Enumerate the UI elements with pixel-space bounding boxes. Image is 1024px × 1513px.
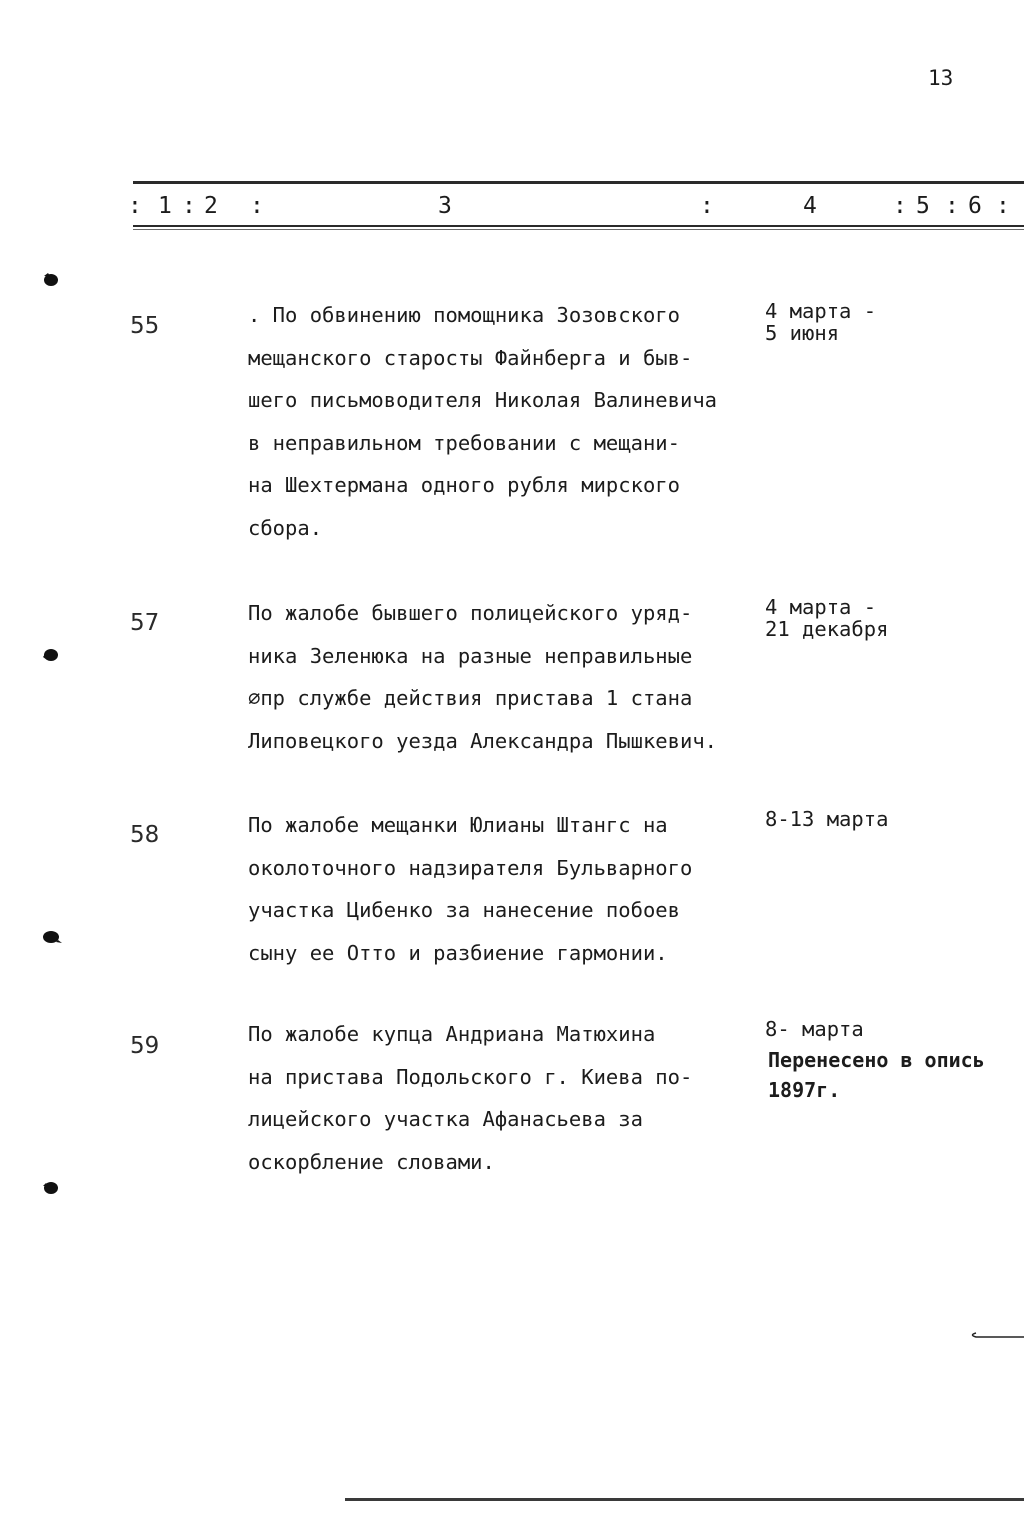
punch-hole-icon bbox=[40, 645, 62, 663]
record-description bbox=[248, 592, 748, 762]
record-description bbox=[248, 1013, 748, 1183]
record-dates bbox=[765, 808, 888, 830]
text-line: участка Цибенко за нанесение побоев bbox=[248, 898, 680, 922]
page-number: 13 bbox=[928, 66, 954, 90]
header-rule-bottom bbox=[133, 225, 1024, 227]
text-line: шего письмоводителя Николая Валиневича bbox=[248, 388, 717, 412]
note-line: 1897г. bbox=[768, 1078, 841, 1102]
text-line: оскорбление словами. bbox=[248, 1149, 495, 1174]
text-line: лицейского участка Афанасьева за bbox=[248, 1107, 643, 1131]
column-separator: : bbox=[893, 193, 907, 219]
text-line: сыну ее Отто и разбиение гармонии. bbox=[248, 940, 668, 965]
record-dates bbox=[765, 1018, 864, 1040]
bottom-rule bbox=[345, 1498, 1024, 1501]
record-dates bbox=[765, 300, 876, 344]
punch-hole-icon bbox=[40, 1178, 62, 1196]
column-separator: : bbox=[250, 193, 264, 219]
column-header-5: 5 bbox=[916, 193, 930, 219]
transfer-note bbox=[768, 1045, 985, 1105]
column-header-1: 1 bbox=[158, 193, 172, 219]
record-number: 59 bbox=[130, 1033, 160, 1059]
column-header-6: 6 bbox=[968, 193, 982, 219]
text-line: По жалобе мещанки Юлианы Штангс на bbox=[248, 813, 668, 837]
text-line: По жалобе бывшего полицейского уряд- bbox=[248, 601, 693, 625]
column-separator: : bbox=[996, 193, 1010, 219]
record-number: 58 bbox=[130, 822, 160, 848]
text-line: . По обвинению помощника Зозовского bbox=[248, 303, 680, 327]
text-line: сбора. bbox=[248, 515, 323, 540]
text-line: околоточного надзирателя Бульварного bbox=[248, 855, 693, 880]
date-line: 21 декабря bbox=[765, 617, 889, 641]
record-number: 55 bbox=[130, 313, 160, 339]
header-rule-bottom-thin bbox=[133, 229, 1024, 230]
text-line: на пристава Подольского г. Киева по- bbox=[248, 1064, 693, 1089]
record-dates bbox=[765, 596, 888, 640]
column-header-3: 3 bbox=[438, 193, 452, 219]
date-line: 8- марта bbox=[765, 1017, 864, 1041]
margin-mark-icon bbox=[968, 1330, 1024, 1342]
record-description bbox=[248, 294, 748, 549]
punch-hole-icon bbox=[40, 928, 62, 946]
column-separator: : bbox=[945, 193, 959, 219]
text-line: ∅пр службе действия пристава 1 стана bbox=[248, 686, 693, 710]
text-line: ника Зеленюка на разные неправильные bbox=[248, 643, 693, 668]
column-separator: : bbox=[182, 193, 196, 219]
column-separator: : bbox=[700, 193, 714, 219]
text-line: Липовецкого уезда Александра Пышкевич. bbox=[248, 728, 717, 753]
column-header-2: 2 bbox=[204, 193, 218, 219]
punch-hole-icon bbox=[40, 270, 62, 288]
date-line: 4 марта - bbox=[765, 299, 877, 323]
date-line: 8-13 марта bbox=[765, 807, 889, 831]
column-header-4: 4 bbox=[803, 193, 817, 219]
text-line: в неправильном требовании с мещани- bbox=[248, 430, 680, 455]
header-rule-top bbox=[133, 181, 1024, 184]
record-description bbox=[248, 804, 748, 974]
date-line: 4 марта - bbox=[765, 595, 877, 619]
date-line: 5 июня bbox=[765, 321, 840, 345]
record-number: 57 bbox=[130, 610, 160, 636]
text-line: По жалобе купца Андриана Матюхина bbox=[248, 1022, 656, 1046]
text-line: на Шехтермана одного рубля мирского bbox=[248, 473, 680, 497]
text-line: мещанского старосты Файнберга и быв- bbox=[248, 345, 693, 370]
column-separator: : bbox=[128, 193, 142, 219]
note-line: Перенесено в опись bbox=[768, 1048, 985, 1072]
